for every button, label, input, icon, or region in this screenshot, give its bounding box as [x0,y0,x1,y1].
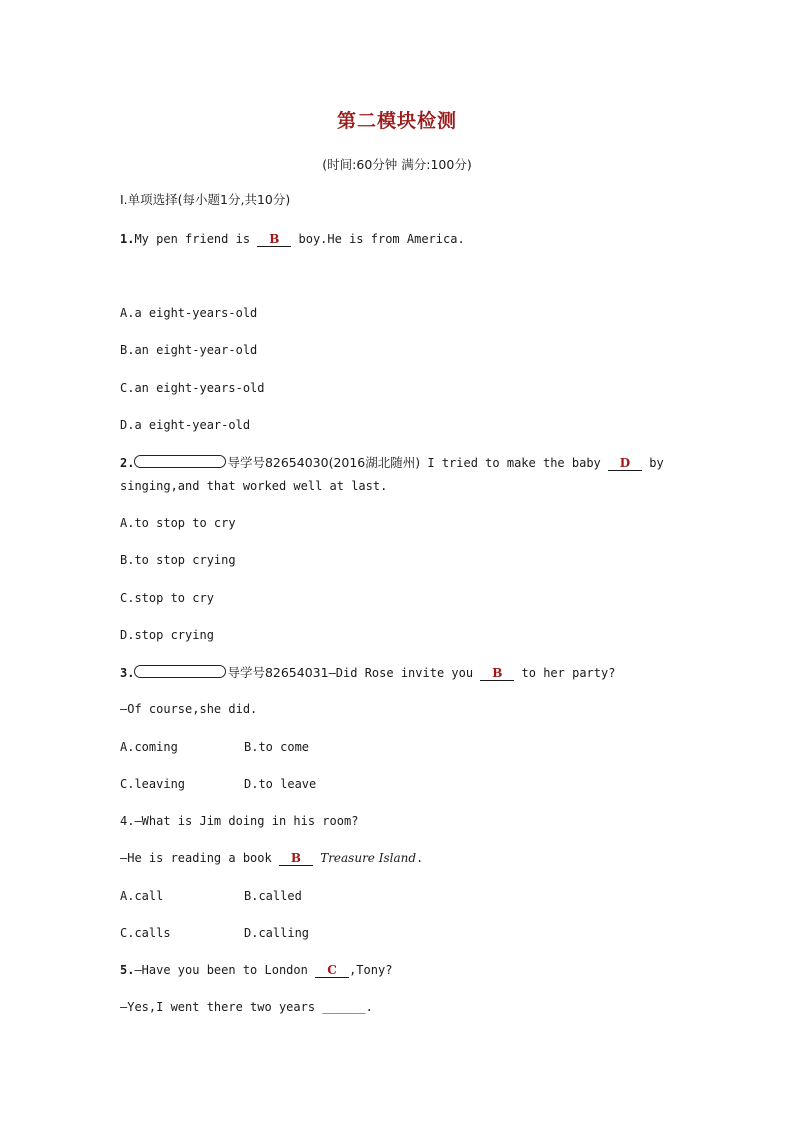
question-number: 2. [120,456,135,470]
question-4-stem [120,813,358,829]
question-number: 3. [120,666,135,680]
page-subtitle: (时间:60分钟 满分:100分) [322,157,472,172]
question-number: 1. [120,232,135,246]
option-row [120,739,420,755]
option-row [120,776,420,792]
option-b: B.called [244,889,302,903]
option-d: D.stop crying [120,628,214,642]
question-5-stem [120,962,392,978]
question-text: I tried to make the baby [420,456,608,470]
question-text: . [416,851,424,865]
question-number: 4. [120,814,135,828]
answer-blank: B [480,666,514,681]
option-row [120,888,420,904]
question-text: to her party? [514,666,616,680]
reference-number: 导学号82654031 [227,665,329,680]
answer-blank: C [315,963,349,978]
question-text: —He is reading a book [120,851,279,865]
page-title: 第二模块检测 [336,110,457,132]
answer-blank: D [608,456,642,471]
question-2-stem-continued: singing,and that worked well at last. [120,479,388,493]
section-heading: Ⅰ.单项选择(每小题1分,共10分) [120,192,291,207]
option-b: B.to come [244,740,310,754]
question-1-stem [120,231,465,247]
option-c: C.an eight-years-old [120,381,265,395]
question-text: boy.He is from America. [291,232,465,246]
question-3-stem [120,665,615,681]
option-row [120,925,420,941]
question-2-stem [120,455,664,471]
option-c: C.leaving [120,777,186,791]
pill-marker-icon [134,455,226,468]
question-text: My pen friend is [134,232,258,246]
reference-number: 导学号82654030(2016湖北随州) [227,455,421,470]
question-text: —Did Rose invite you [328,666,481,680]
answer-blank: B [279,851,313,866]
option-c: C.stop to cry [120,591,214,605]
option-a: A.a eight-years-old [120,306,258,320]
option-c: C.calls [120,926,171,940]
question-text: by [642,456,664,470]
question-text: —What is Jim doing in his room? [134,814,359,828]
option-a: A.call [120,889,164,903]
pill-marker-icon [134,665,226,678]
question-5-reply: —Yes,I went there two years ______. [120,1000,373,1014]
option-d: D.calling [244,926,310,940]
book-title: Treasure Island [320,851,417,865]
option-b: B.to stop crying [120,553,236,567]
option-a: A.to stop to cry [120,516,236,530]
option-d: D.to leave [244,777,317,791]
question-number: 5. [120,963,135,977]
option-d: D.a eight-year-old [120,418,251,432]
answer-blank: B [257,232,291,247]
question-text: —Have you been to London [134,963,316,977]
question-3-reply: —Of course,she did. [120,702,258,716]
option-b: B.an eight-year-old [120,343,258,357]
option-a: A.coming [120,740,178,754]
question-text: ,Tony? [349,963,393,977]
question-4-reply [120,850,423,866]
